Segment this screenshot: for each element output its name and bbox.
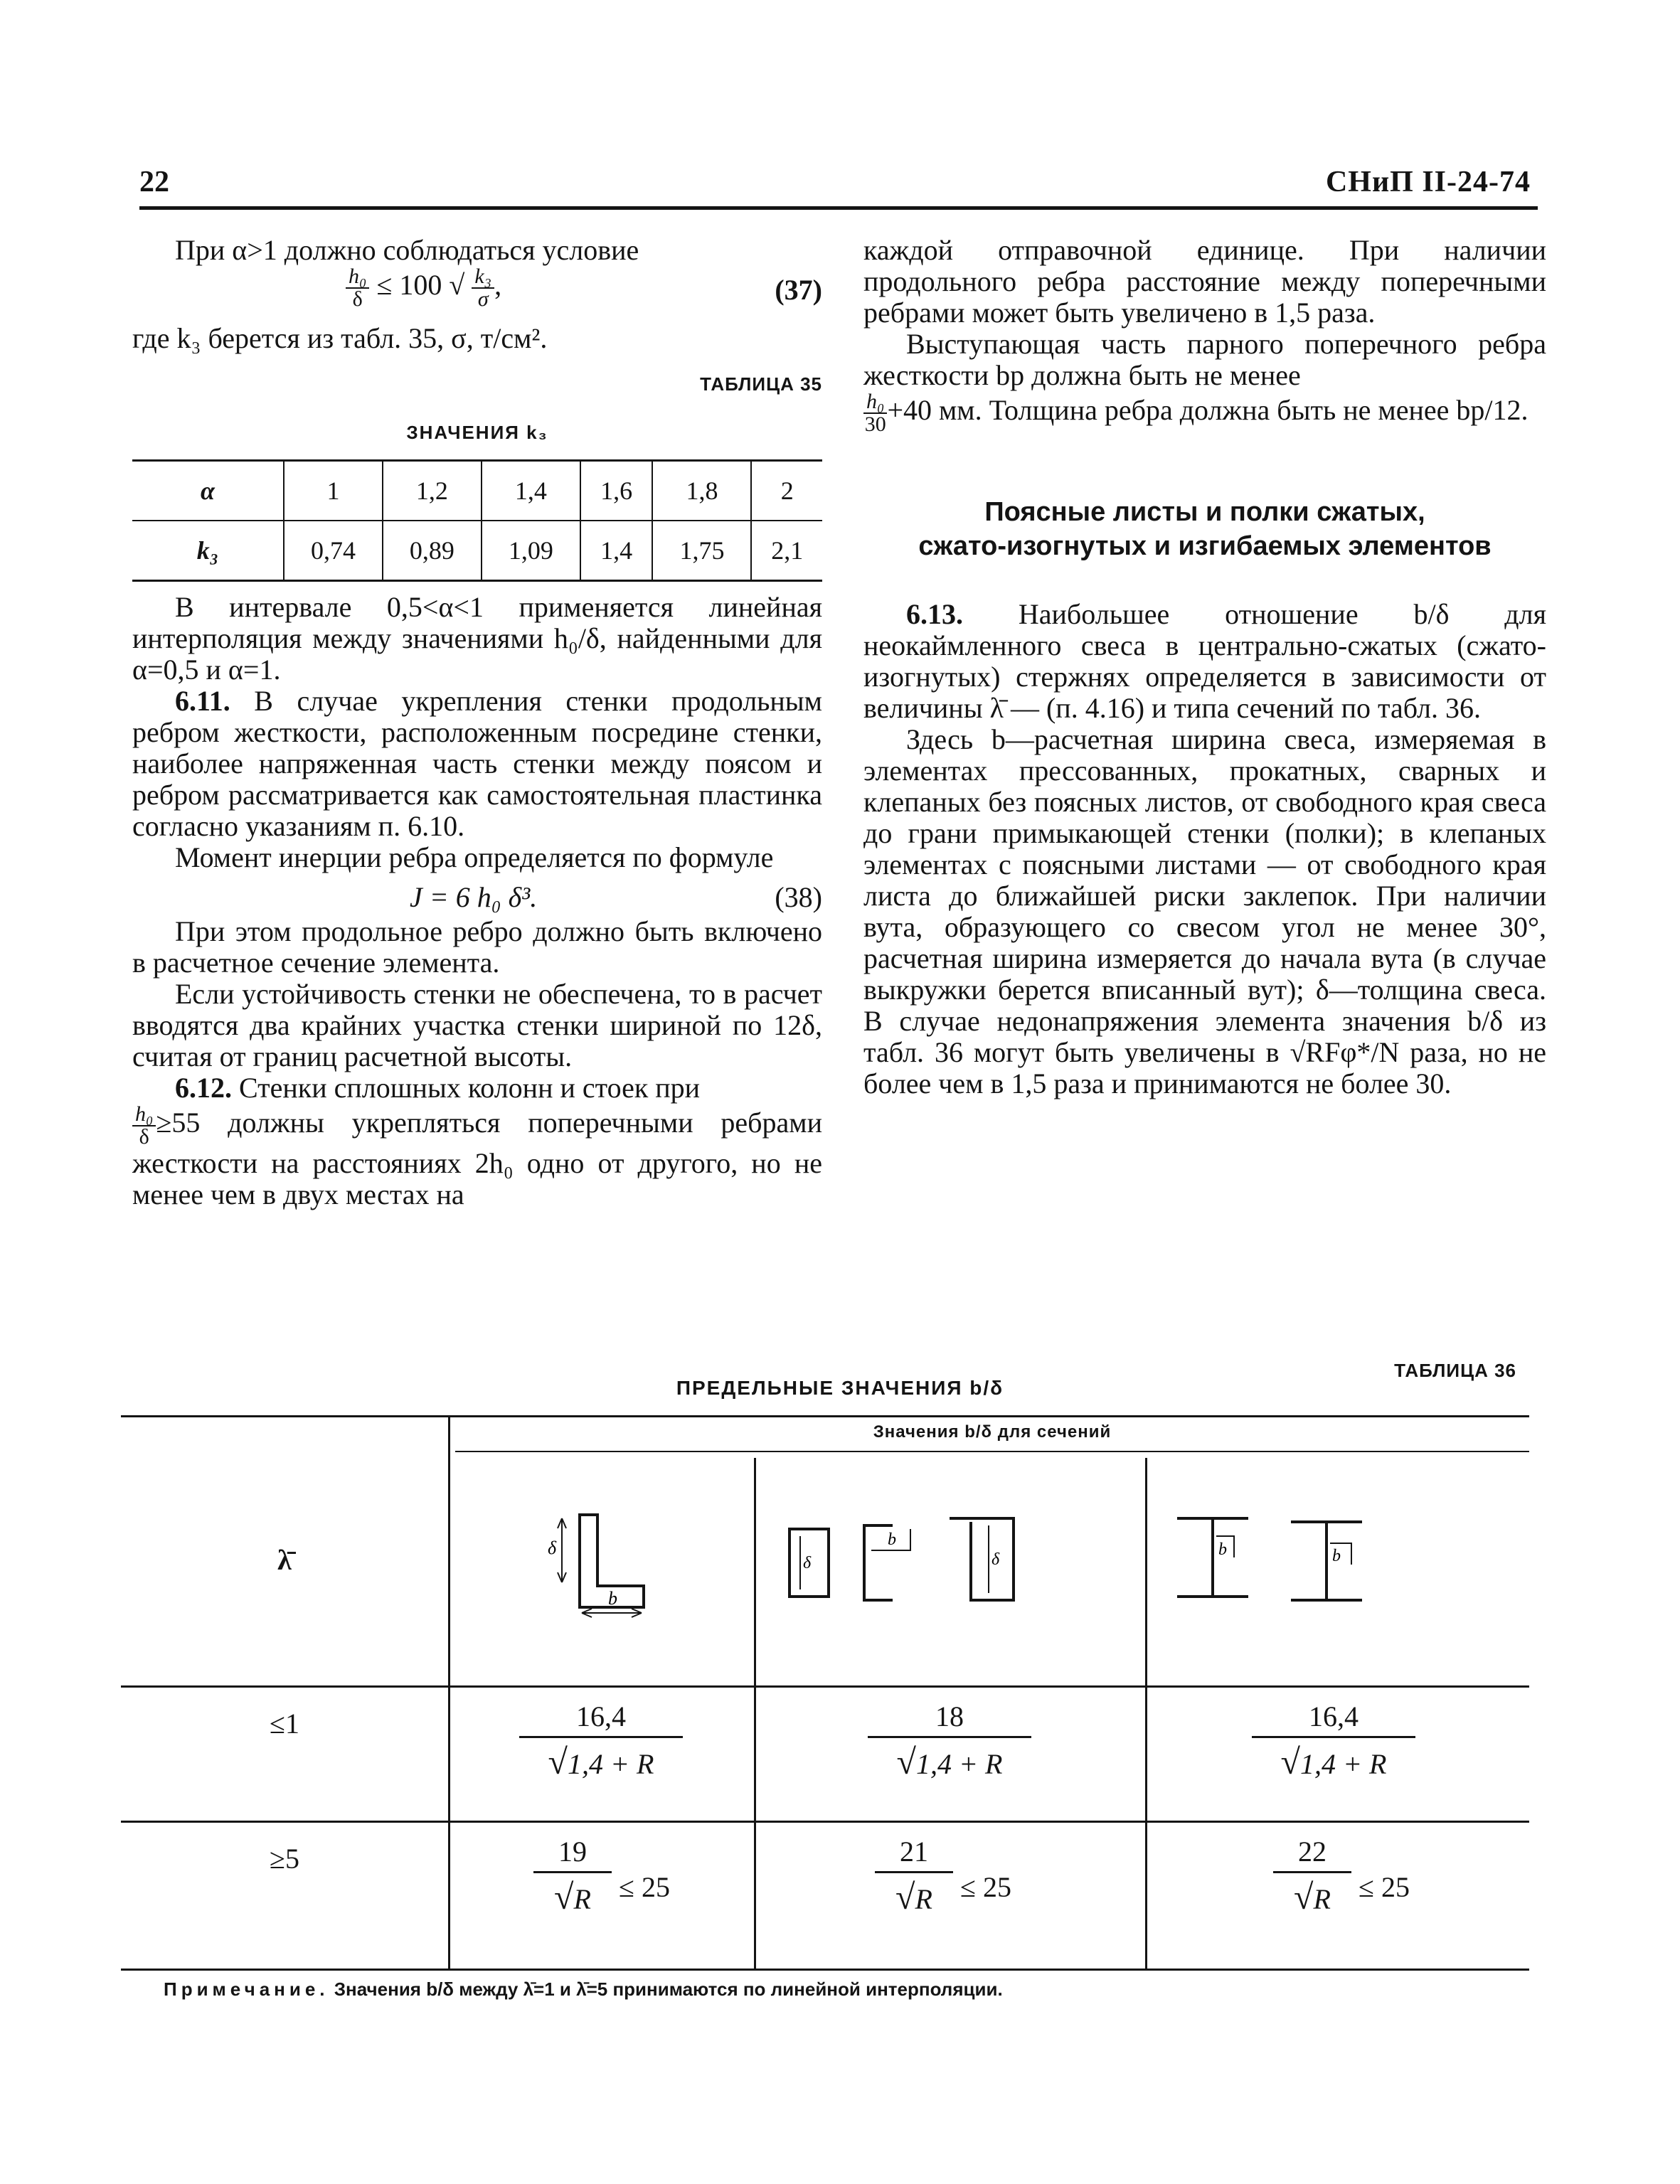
table-36 <box>121 1415 1529 1970</box>
header-rule <box>139 206 1538 210</box>
table-cell: 1,4 <box>482 461 580 521</box>
table-cell: 1,2 <box>383 461 482 521</box>
table-rule <box>455 1451 1529 1452</box>
table36-title: ПРЕДЕЛЬНЫЕ ЗНАЧЕНИЯ b/δ <box>676 1377 1004 1399</box>
section-channel-icon <box>757 1465 1142 1678</box>
table-cell: 1,6 <box>580 461 653 521</box>
radical-icon: √ <box>896 1742 916 1781</box>
definition-paragraph: Здесь b—расчетная ширина свеса, измеряемая в элементах прессованных, прокатных, сварных и клепаных без поясных листов, от свободного края свеса до грани примыкающей стенки (полки); в клепаных элементах с поясными листами — от свободного края листа до ближайшей риски заклепок. При наличии вута, образующего со свесом угол не менее 30°, расчетная ширина измеряется до начала вута (в случае выкружки берется вписанный вут); δ—толщина свеса. В случае недонапряжения элемента значения b/δ из табл. 36 могут быть увеличены в √RFφ*/N раза, но не более чем в 1,5 раза и принимаются не более 30. <box>863 723 1546 1099</box>
section-title: Поясные листы и полки сжатых, сжато-изогнутых и изгибаемых элементов <box>918 497 1492 561</box>
table36-subhead: Значения b/δ для сечений <box>873 1422 1112 1442</box>
table-cell: k₃ <box>132 521 284 581</box>
row-label: ≥5 <box>270 1843 299 1875</box>
lambda-header: λ̄ <box>277 1544 292 1576</box>
frac-denominator: δ <box>139 1125 149 1149</box>
table-rule <box>448 1415 450 1970</box>
equation-38 <box>132 873 822 916</box>
frac-denominator: 30 <box>864 412 886 436</box>
row-label: ≤1 <box>270 1708 299 1740</box>
document-code: СНиП II-24-74 <box>1325 166 1531 198</box>
table36-caption: ТАБЛИЦА 36 <box>1394 1360 1516 1381</box>
table35-row-k3 <box>132 521 822 581</box>
limit-text: ≤ 25 <box>619 1871 670 1903</box>
eq37-rad-numerator: k₃ <box>472 266 494 289</box>
table-cell: 1,75 <box>652 521 751 581</box>
clause-number: 6.13. <box>906 598 963 630</box>
formula-cell: 21 √R <box>875 1835 953 1917</box>
radical-icon: √ <box>895 1877 915 1917</box>
projection-paragraph: Выступающая часть парного поперечного ребра жесткости bр должна быть не менее <box>863 328 1546 391</box>
projection-paragraph-cont: $\frac{\text{h₀}}{30}$ +40 мм. Толщина ребра должна быть не менее bр/12. <box>864 390 1529 436</box>
clause-number: 6.12. <box>175 1072 232 1104</box>
formula-cell: 18 √1,4 + R <box>868 1700 1031 1782</box>
table-cell: 1,8 <box>652 461 751 521</box>
formula-cell: 16,4 √1,4 + R <box>1252 1700 1415 1782</box>
table-cell: 0,89 <box>383 521 482 581</box>
limit-text: ≤ 25 <box>1359 1871 1410 1903</box>
table36-note: Примечание. Значения b/δ между λ̄=1 и λ̄=5 принимаются по линейной интерполяции. <box>164 1978 1003 2000</box>
formula-cell: 22 √R <box>1273 1835 1351 1917</box>
frac-numerator: h₀ <box>132 1104 156 1126</box>
radical-icon: √ <box>1294 1877 1314 1917</box>
svg-text:b: b <box>1332 1547 1341 1565</box>
left-column <box>132 235 822 1210</box>
where-paragraph: где k₃ берется из табл. 35, σ, т/см². <box>132 322 548 354</box>
section-angle-icon <box>455 1465 754 1678</box>
condition-paragraph: При α>1 должно соблюдаться условие <box>175 234 639 266</box>
table-rule <box>121 1821 1529 1823</box>
table35-row-alpha <box>132 461 822 521</box>
eq37-tag: (37) <box>775 274 822 306</box>
table-rule <box>754 1458 756 1970</box>
svg-text:δ: δ <box>803 1554 812 1572</box>
table-cell: α <box>132 461 284 521</box>
page-number: 22 <box>139 166 169 198</box>
radical-icon: √ <box>554 1877 574 1917</box>
right-column <box>863 235 1546 1099</box>
limit-text: ≤ 25 <box>960 1871 1011 1903</box>
svg-text:b: b <box>1218 1540 1227 1559</box>
eq37-numerator: h₀ <box>346 266 369 289</box>
eq38-tag: (38) <box>775 881 822 913</box>
interval-paragraph: В интервале 0,5<α<1 применяется линейная интерполяция между значениями h₀/δ, найденными для α=0,5 и α=1. <box>132 591 822 686</box>
frac-numerator: h₀ <box>863 391 887 414</box>
table-cell: 1 <box>284 461 383 521</box>
formula-cell: 16,4 √1,4 + R <box>519 1700 683 1782</box>
table35-caption: ТАБЛИЦА 35 <box>700 373 822 395</box>
eq37-rhs: ≤ 100 √ <box>376 269 465 302</box>
eq38-formula: J = 6 h₀ δ³. <box>410 881 538 913</box>
table-rule <box>121 1969 1529 1971</box>
svg-text:δ: δ <box>548 1538 557 1558</box>
paragraph-6-13: 6.13. Наибольшее отношение b/δ для неокаймленного свеса в центрально-сжатых (сжато-изогнутых) стержнях определяется в зависимости от величины λ̄ — (п. 4.16) и типа сечений по табл. 36. <box>863 598 1546 724</box>
paragraph-6-12: 6.12. Стенки сплошных колонн и стоек при <box>175 1072 701 1104</box>
svg-text:b: b <box>608 1588 617 1609</box>
paragraph-6-11: 6.11. В случае укрепления стенки продольным ребром жесткости, расположенным посредине стенки, наиболее напряженная часть стенки между поясом и ребром рассматривается как самостоятельная пластинка согласно указаниям п. 6.10. <box>132 685 822 842</box>
table-35 <box>132 459 822 582</box>
note-label: Примечание. <box>164 1978 329 2000</box>
table-cell: 2,1 <box>751 521 822 581</box>
long-rib-paragraph: При этом продольное ребро должно быть включено в расчетное сечение элемента. <box>132 915 822 979</box>
table35-title: ЗНАЧЕНИЯ k₃ <box>406 422 548 443</box>
table-cell: 0,74 <box>284 521 383 581</box>
eq37-denominator: δ <box>352 287 363 311</box>
clause-number: 6.11. <box>175 685 230 717</box>
moment-paragraph: Момент инерции ребра определяется по формуле <box>175 841 774 873</box>
eq37-rad-denominator: σ <box>477 287 489 311</box>
table-cell: 2 <box>751 461 822 521</box>
table-rule <box>1145 1458 1147 1970</box>
paragraph-6-12-cont: $\frac{\text{h₀}}{\delta}$ ≥55 должны укрепляться поперечными ребрами жесткости на расстояниях 2h₀ одно от другого, но не менее чем в двух местах на <box>132 1102 822 1210</box>
formula-cell: 19 √R <box>533 1835 612 1917</box>
section-i-beam-icon <box>1149 1465 1526 1678</box>
table-rule <box>121 1685 1529 1688</box>
table-cell: 1,4 <box>580 521 653 581</box>
continuation-paragraph: каждой отправочной единице. При наличии продольного ребра расстояние между поперечными ребрами может быть увеличено в 1,5 раза. <box>863 234 1546 329</box>
svg-text:b: b <box>888 1530 896 1549</box>
table-rule <box>121 1415 1529 1417</box>
table-cell: 1,09 <box>482 521 580 581</box>
radical-icon: √ <box>1280 1742 1300 1781</box>
radical-icon: √ <box>548 1742 568 1781</box>
svg-text:δ: δ <box>991 1550 1000 1569</box>
stability-paragraph: Если устойчивость стенки не обеспечена, то в расчет вводятся два крайних участка стенки шириной по 12δ, считая от границ расчетной высоты. <box>132 978 822 1072</box>
equation-37: $\frac{\text{h₀}}{\delta}$ ≤ 100 √ $\frac{\text{k₃}}{\sigma}$ , (37) <box>132 266 822 309</box>
